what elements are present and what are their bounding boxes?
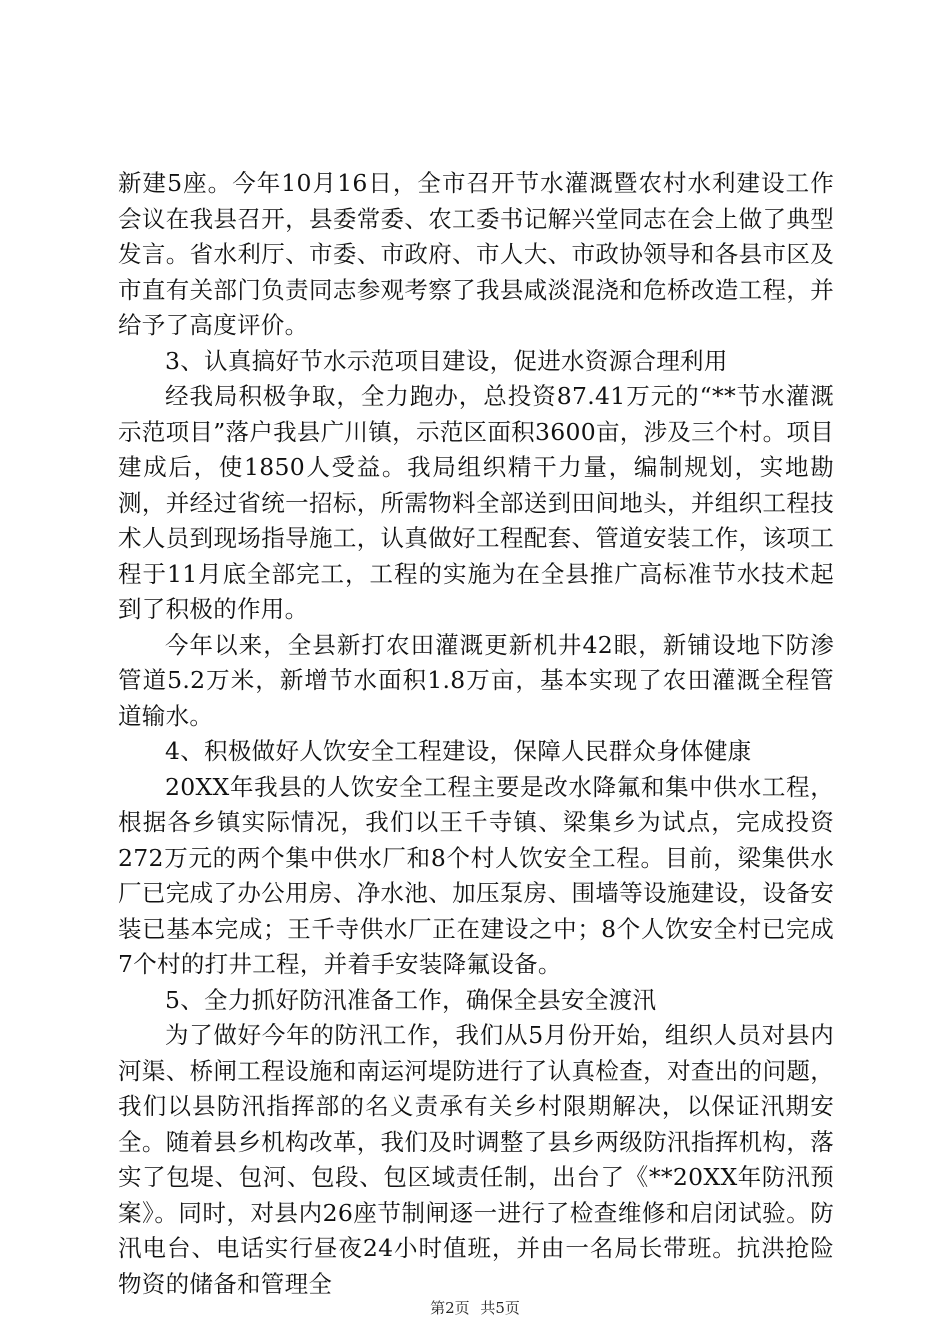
paragraph-water-saving-project: 经我局积极争取，全力跑办，总投资87.41万元的“**节水灌溉示范项目”落户我县广川镇，示范区面积3600亩，涉及三个村。项目建成后，使1850人受益。我局组织精干力量，编制规划，实地勘测，并经过省统一招标，所需物料全部送到田间地头，并组织工程技术人员到现场指导施工，认真做好工程配套、管道安装工作，该项工程于11月底全部完工，工程的实施为在全县推广高标准节水技术起到了积极的作用。 [118,382,834,623]
page-footer [0,1298,950,1318]
page-total: 共5页 [480,1299,520,1317]
paragraph-continuation: 新建5座。今年10月16日，全市召开节水灌溉暨农村水利建设工作会议在我县召开，县委常委、农工委书记解兴堂同志在会上做了典型发言。省水利厅、市委、市政府、市人大、市政协领导和各县市区及市直有关部门负责同志参观考察了我县咸淡混浇和危桥改造工程，并给予了高度评价。 [118,169,834,339]
paragraph-wells-pipes: 今年以来，全县新打农田灌溉更新机井42眼，新铺设地下防渗管道5.2万米，新增节水面积1.8万亩，基本实现了农田灌溉全程管道输水。 [118,630,834,730]
paragraph-flood-prevention: 为了做好今年的防汛工作，我们从5月份开始，组织人员对县内河渠、桥闸工程设施和南运河堤防进行了认真检查，对查出的问题，我们以县防汛指挥部的名义责承有关乡村限期解决，以保证汛期安全。随着县乡机构改革，我们及时调整了县乡两级防汛指挥机构，落实了包堤、包河、包段、包区域责任制，出台了《**20XX年防汛预案》。同时，对县内26座节制闸逐一进行了检查维修和启闭试验。防汛电台、电话实行昼夜24小时值班，并由一名局长带班。抗洪抢险物资的储备和管理全 [118,1021,834,1298]
page-number: 第2页 [430,1299,470,1317]
document-body [118,166,834,1302]
section-heading-4: 4、积极做好人饮安全工程建设，保障人民群众身体健康 [165,737,752,765]
section-heading-5: 5、全力抓好防汛准备工作，确保全县安全渡汛 [165,985,657,1014]
section-heading-3: 3、认真搞好节水示范项目建设，促进水资源合理利用 [165,346,728,375]
paragraph-drinking-water: 20XX年我县的人饮安全工程主要是改水降氟和集中供水工程，根据各乡镇实际情况，我们以王千寺镇、梁集乡为试点，完成投资272万元的两个集中供水厂和8个村人饮安全工程。目前，梁集供水厂已完成了办公用房、净水池、加压泵房、围墙等设施建设，设备安装已基本完成；王千寺供水厂正在建设之中；8个人饮安全村已完成7个村的打井工程，并着手安装降氟设备。 [118,772,834,978]
